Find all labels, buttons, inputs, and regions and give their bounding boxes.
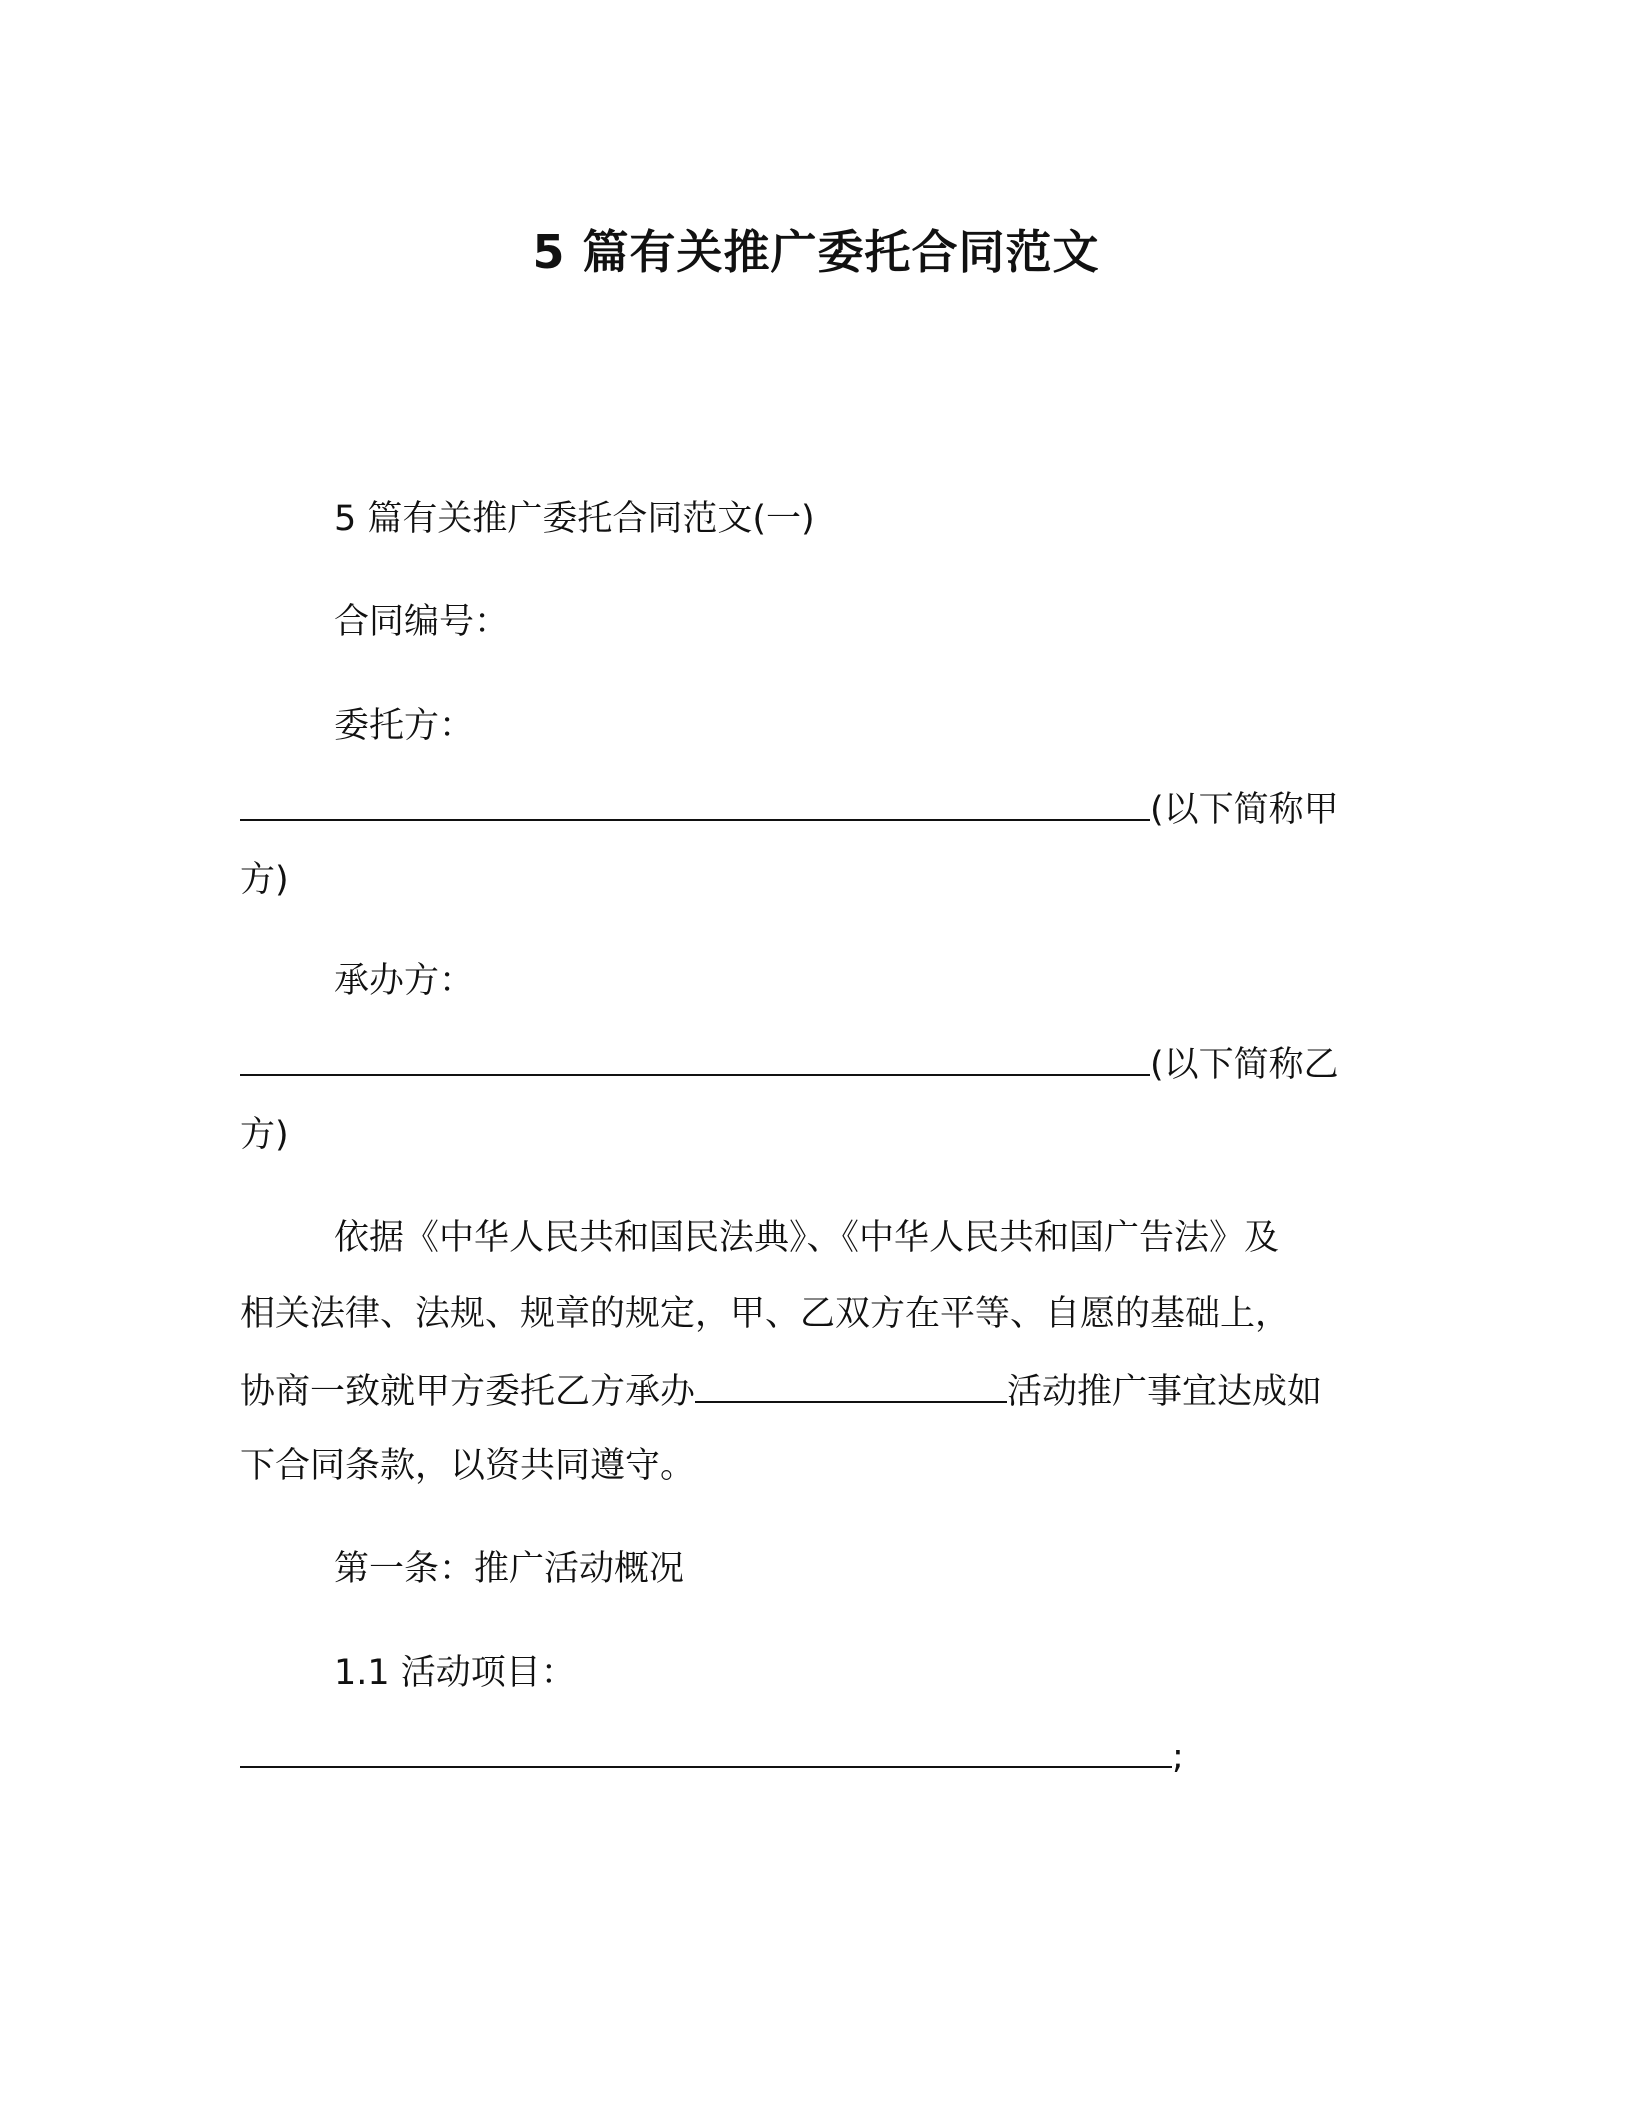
contractor-name-line: [240, 1040, 1339, 1086]
contractor-suffix-end: 方): [240, 1115, 289, 1155]
item-1-1-label: 1.1 活动项目：: [334, 1653, 576, 1693]
intro-line-2: 相关法律、法规、规章的规定，甲、乙双方在平等、自愿的基础上，: [240, 1294, 1291, 1334]
client-suffix-end: 方): [240, 860, 289, 900]
intro-line-1: 依据《中华人民共和国民法典》、《中华人民共和国广告法》及: [334, 1218, 1280, 1258]
intro-line-3: [240, 1367, 1322, 1415]
contractor-suffix: (以下简称乙: [1150, 1045, 1339, 1085]
section-heading: 5 篇有关推广委托合同范文(一): [334, 499, 815, 539]
item-1-1-end: ;: [1172, 1737, 1184, 1777]
activity-name-blank: [695, 1367, 1007, 1403]
intro-line-4: 下合同条款，以资共同遵守。: [240, 1446, 696, 1486]
contractor-label: 承办方：: [334, 961, 475, 1001]
contractor-name-blank: [240, 1040, 1150, 1076]
activity-item-line: [240, 1732, 1184, 1778]
intro-line-3-start: 协商一致就甲方委托乙方承办: [240, 1372, 696, 1412]
article-1-heading: 第一条：推广活动概况: [334, 1549, 685, 1589]
client-suffix: (以下简称甲: [1150, 790, 1339, 830]
document-title: 5 篇有关推广委托合同范文: [532, 225, 1100, 279]
client-label: 委托方：: [334, 706, 475, 746]
client-name-line: [240, 785, 1339, 831]
client-name-blank: [240, 785, 1150, 821]
intro-line-3-end: 活动推广事宜达成如: [1007, 1372, 1323, 1412]
contract-number-label: 合同编号：: [334, 602, 510, 642]
activity-item-blank: [240, 1732, 1172, 1768]
